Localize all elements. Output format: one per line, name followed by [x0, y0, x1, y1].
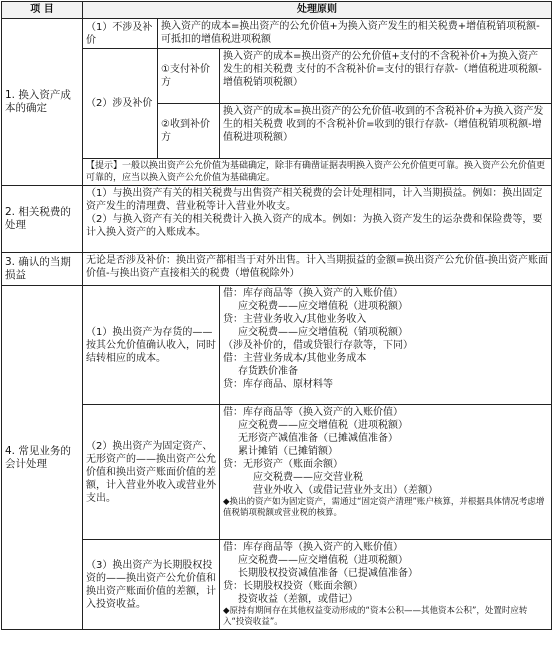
row4b-entries: [220, 405, 552, 540]
entry-line: 应交税费——应交营业税: [253, 472, 363, 483]
entry-line: 借：库存商品等（换入资产的入账价值）: [223, 542, 403, 553]
row2-label: 2. 相关税费的处理: [2, 186, 83, 253]
row1-boot-label: （2）涉及补价: [83, 49, 158, 159]
entry-line: 贷：长期股权投资（账面余额）: [223, 581, 363, 592]
header-row: [2, 2, 552, 19]
row1-pay-row: [2, 49, 552, 104]
row3-text: 无论是否涉及补价：换出资产都相当于对外出售。计入当期损益的金额=换出资产公允价值-换出资产账面价值-与换出资产直接相关的税费（增值税除外）: [83, 253, 552, 286]
row4b-label: （2）换出资产为固定资产、无形资产的——换出资产公允价值和换出资产账面价值的差额，计入营业外收入或营业外支出。: [83, 405, 220, 540]
row-tax-fees: [2, 186, 552, 253]
row1-label: 1. 换入资产成本的确定: [2, 19, 83, 186]
row1-tip: 【提示】一般以换出资产公允价值为基础确定，除非有确凿证据表明换入资产公允价值更可靠。换入资产公允价值更可靠的，应当以换入资产公允价值为基础确定。: [83, 159, 552, 186]
row1-no-boot-label: （1）不涉及补价: [83, 19, 158, 49]
row-gain-loss: [2, 253, 552, 286]
row1-no-boot-text: 换入资产的成本=换出资产的公允价值+为换入资产发生的相关税费+增值税销项税额-可抵扣的增值税进项税额: [158, 19, 552, 49]
entry-line: 借：库存商品等（换入资产的入账价值）: [223, 407, 403, 418]
header-principle: 处理原则: [83, 2, 552, 19]
entry-line: 借：主营业务成本/其他业务成本: [223, 353, 367, 364]
row-cost-determination: [2, 19, 552, 49]
row3-label: 3. 确认的当期损益: [2, 253, 83, 286]
row4a-label: （1）换出资产为存货的——按其公允价值确认收入，同时结转相应的成本。: [83, 286, 220, 405]
row4-equity-investment: [2, 540, 552, 630]
row1-tip-row: [2, 159, 552, 186]
row4c-entries: [220, 540, 552, 630]
entry-line: 无形资产减值准备（已摊减值准备）: [238, 433, 398, 444]
entry-line: 贷：主营业务收入/其他业务收入: [223, 314, 367, 325]
entry-line: 存货跌价准备: [238, 366, 298, 377]
entry-line: （涉及补价的，借或贷银行存款等，下同）: [223, 340, 413, 351]
entry-line: 应交税费——应交增值税（销项税额）: [238, 327, 408, 338]
entry-line: 应交税费——应交增值税（进项税额）: [238, 555, 408, 566]
entry-line: 借：库存商品等（换入资产的入账价值）: [223, 288, 403, 299]
principles-table: [1, 1, 552, 630]
entry-line: 贷：无形资产（账面余额）: [223, 459, 343, 470]
row1-pay-label: ①支付补价方: [158, 49, 220, 104]
entry-line: 累计摊销（已摊销额）: [238, 446, 338, 457]
entry-line: 应交税费——应交增值税（进项税额）: [238, 301, 408, 312]
row2-content: [83, 186, 552, 253]
row1-pay-text: 换入资产的成本=换出资产的公允价值+支付的不含税补价+为换入资产发生的相关税费 支付的不含税补价=支付的银行存款-（增值税进项税额-增值税销项税额）: [220, 49, 552, 104]
row1-receive-label: ②收到补价方: [158, 104, 220, 159]
entry-line: 营业外收入（或借记营业外支出）（差额）: [253, 485, 438, 496]
entry-line: 投资收益（差额，或借记）: [238, 594, 358, 605]
row2-line-1: （1）与换出资产有关的相关税费与出售资产相关税费的会计处理相同，计入当期损益。例如：换出固定资产发生的清理费、营业税等计入营业外收支。: [86, 188, 543, 212]
row4c-label: （3）换出资产为长期股权投资的——换出资产公允价值和换出资产账面价值的差额，计入投资收益。: [83, 540, 220, 630]
entry-line: 贷：库存商品、原材料等: [223, 379, 333, 390]
header-item: 项 目: [2, 2, 83, 19]
row4-inventory: [2, 286, 552, 405]
entry-line: 应交税费——应交增值税（进项税额）: [238, 420, 408, 431]
row4-label: 4. 常见业务的会计处理: [2, 286, 83, 630]
row4-fixed-intangible: [2, 405, 552, 540]
row1-receive-text: 换入资产的成本=换出资产的公允价值-收到的不含税补价+为换入资产发生的相关税费 收到的不含税补价=收到的银行存款-（增值税销项税额-增值税进项税额）: [220, 104, 552, 159]
row4a-entries: [220, 286, 552, 405]
entry-line: 长期股权投资减值准备（已提减值准备）: [238, 568, 418, 579]
row4c-note: ◆原持有期间存在其他权益变动形成的“资本公积——其他资本公积”，处置时应转入“投资收益”。: [223, 606, 528, 627]
row4b-note: ◆换出的资产如为固定资产，需通过“固定资产清理”账户核算，并根据具体情况考虑增值税销项税额或营业税的核算。: [223, 497, 545, 518]
row2-line-2: （2）与换入资产有关的相关税费计入换入资产的成本。例如：为换入资产发生的运杂费和保险费等，要计入换入资产的入账成本。: [86, 214, 543, 238]
